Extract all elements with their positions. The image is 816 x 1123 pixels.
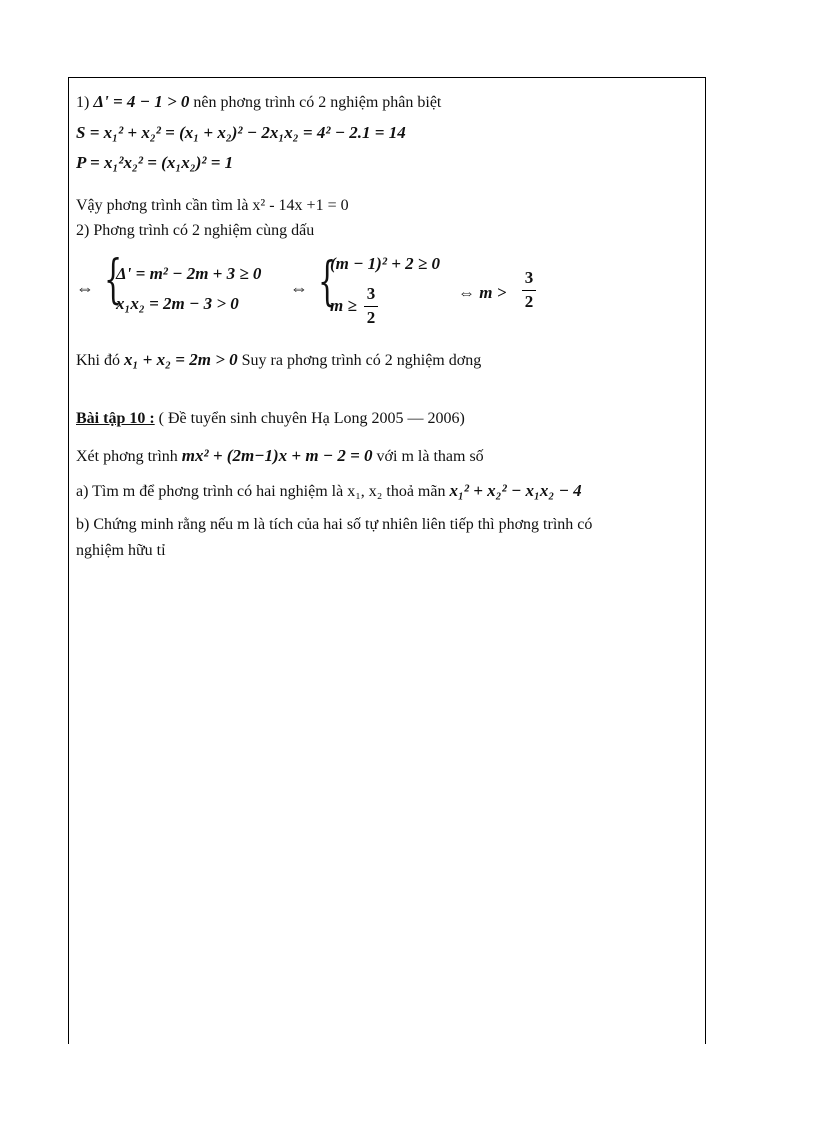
exercise-part-b-line-2: nghiệm hữu tỉ: [76, 542, 166, 559]
equiv-symbol-1: ⇔: [76, 278, 94, 298]
line-part-2: 2) Phơng trình có 2 nghiệm cùng dấu: [76, 222, 315, 239]
delta-expression: Δ' = 4 − 1 > 0: [93, 92, 190, 111]
system-row-2: x₁x₂ = 2m − 3 > 0: [116, 294, 239, 313]
exercise-intro: Xét phơng trình mx² + (2m−1)x + m − 2 = 0 với m là tham số: [76, 446, 484, 465]
left-brace-2: {: [318, 252, 337, 312]
line-1: 1) Δ' = 4 − 1 > 0 nên phơng trình có 2 nghiệm phân biệt: [76, 92, 442, 111]
exercise-equation: mx² + (2m−1)x + m − 2 = 0: [181, 446, 373, 465]
result-denominator: 2: [524, 292, 534, 311]
fraction-numerator: 3: [366, 284, 376, 303]
system-result: ⇔ m >: [458, 283, 507, 302]
line-conclusion: Vậy phơng trình cần tìm là x² - 14x +1 = 0: [76, 197, 349, 214]
system-row-1: Δ' = m² − 2m + 3 ≥ 0: [116, 264, 262, 283]
equiv-symbol-2: ⇔: [290, 278, 308, 298]
exercise-source: ( Đề tuyển sinh chuyên Hạ Long 2005 — 2006): [158, 410, 465, 427]
exercise-heading: [76, 409, 465, 429]
fraction-bar: [364, 306, 378, 307]
result-numerator: 3: [524, 268, 534, 287]
sum-expression: S = x₁² + x₂² = (x₁ + x₂)² − 2x₁x₂ = 4² − 2.1 = 14: [76, 123, 406, 142]
result-fraction-bar: [522, 290, 536, 291]
system-row-4: m ≥: [330, 296, 357, 315]
exercise-part-b-line-1: b) Chứng minh rằng nếu m là tích của hai số tự nhiên liên tiếp thì phơng trình có: [76, 516, 593, 533]
system-row-3: (m − 1)² + 2 ≥ 0: [330, 254, 440, 273]
fraction-denominator: 2: [366, 308, 376, 327]
product-expression: P = x₁²x₂² = (x₁x₂)² = 1: [76, 153, 234, 172]
exercise-part-a: a) Tìm m để phơng trình có hai nghiệm là x₁, x₂ thoả mãn x₁² + x₂² − x₁x₂ − 4: [76, 481, 582, 500]
line-khi-do: Khi đó x₁ + x₂ = 2m > 0 Suy ra phơng trình có 2 nghiệm dơng: [76, 350, 482, 369]
sum-positive-expression: x₁ + x₂ = 2m > 0: [124, 350, 238, 369]
part-a-expression: x₁² + x₂² − x₁x₂ − 4: [449, 481, 582, 500]
exercise-title: Bài tập 10 :: [76, 410, 155, 427]
left-brace-1: {: [104, 250, 123, 310]
result-equation: x² - 14x +1 = 0: [252, 197, 349, 214]
